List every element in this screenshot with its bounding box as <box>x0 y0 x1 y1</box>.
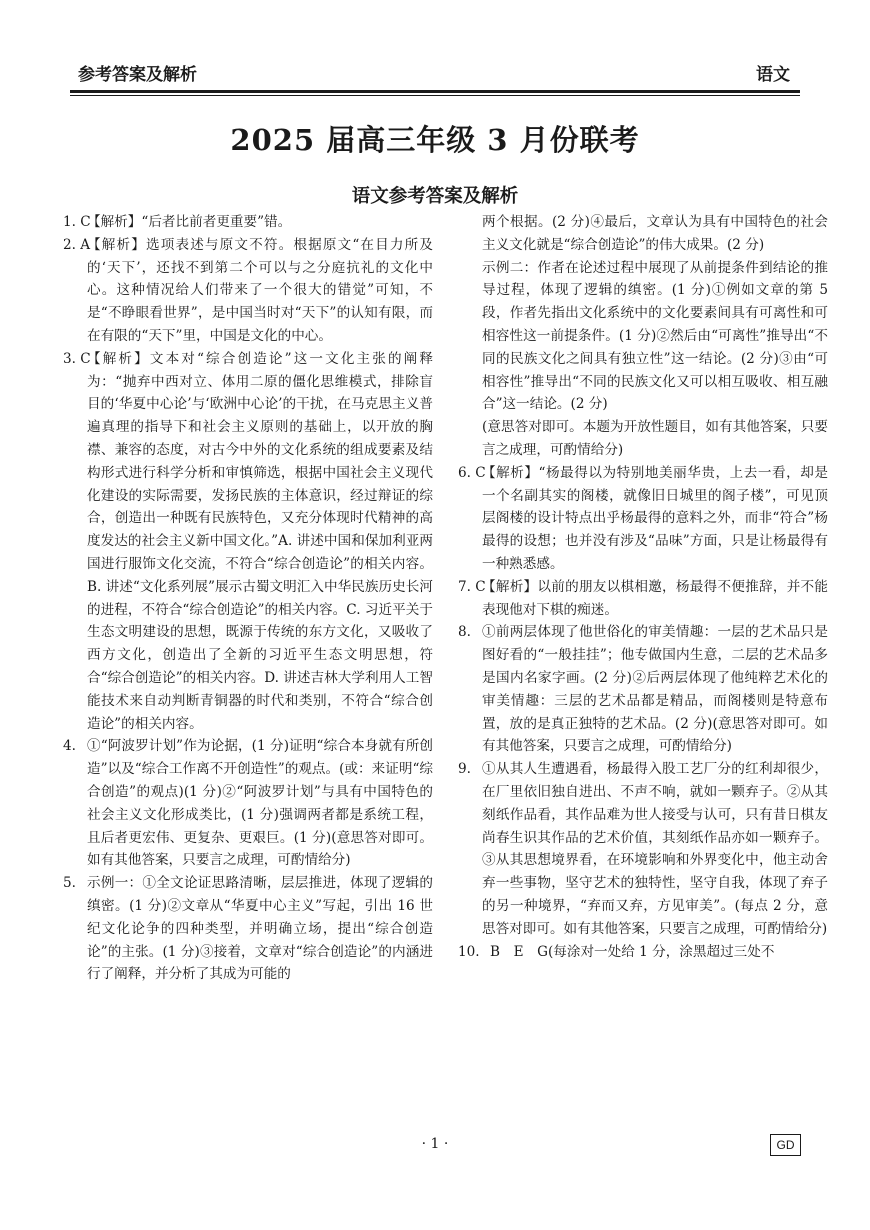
answer-item-2 <box>63 234 433 348</box>
answer-item-5-continued <box>458 211 828 462</box>
page-title: 2025 届高三年级 3 月份联考 <box>230 123 640 157</box>
answer-number: 6. C <box>458 464 486 481</box>
answer-number: 4. <box>63 738 76 755</box>
answer-number: 3. C <box>63 350 91 367</box>
answer-text: 【解析】以前的朋友以棋相邀，杨最得不便推辞，并不能表现他对下棋的痴迷。 <box>482 578 828 618</box>
header-subject-label: 语文 <box>756 65 790 85</box>
answer-text: ①从其人生遭遇看，杨最得入股工艺厂分的红利却很少，在厂里依旧独自进出、不声不响，就如一颗弃子。②从其刻纸作品看，其作品难为世人接受与认可，只有昔日棋友尚春生识其作品的艺术价值，其刻纸作品亦如一颗弃子。③从其思想境界看，在环境影响和外界变化中，他主动舍弃一些事物，坚守艺术的独特性，坚守自我，体现了弃子的另一种境界，“弃而又弃，方见审美”。(每点 2 分，意思答对即可。如有其他答案，只要言之成理，可酌情给分) <box>482 761 828 937</box>
answer-item-3 <box>63 348 433 736</box>
continuation-paragraph: 两个根据。(2 分)④最后，文章认为具有中国特色的社会主义文化就是“综合创造论”的伟大成果。(2 分) <box>482 214 828 253</box>
answer-number: 1. C <box>63 214 91 230</box>
answer-number: 10. <box>458 943 480 960</box>
answer-text: 示例一：①全文论证思路清晰，层层推进，体现了逻辑的缜密。(1 分)②文章从“华夏中心主义”写起，引出 16 世纪文化论争的四种类型，并明确立场，提出“综合创造论”的主张。(1 分)③接着，文章对“综合创造论”的内涵进行了阐释，并分析了其成为可能的 <box>87 875 433 983</box>
page-header <box>70 58 800 88</box>
page-subtitle: 语文参考答案及解析 <box>351 186 519 207</box>
answer-item-1 <box>63 211 433 234</box>
header-rule-thin <box>70 95 800 96</box>
answer-number: 2. A <box>63 236 91 253</box>
answer-text: 【解析】“后者比前者更重要”错。 <box>87 214 292 230</box>
answer-item-4 <box>63 735 433 872</box>
answer-number: 7. C <box>458 578 486 595</box>
answer-item-6 <box>458 462 828 576</box>
region-badge: GD <box>770 1134 801 1156</box>
answer-text: 【解析】文本对“综合创造论”这一文化主张的阐释为：“抛弃中西对立、体用二原的僵化思维模式，排除盲目的‘华夏中心论’与‘欧洲中心论’的干扰，在马克思主义普遍真理的指导下和社会主义原则的基础上，以开放的胸襟、兼容的态度，对古今中外的文化系统的组成要素及结构形式进行科学分析和审慎筛选，根据中国社会主义现代化建设的实际需要，发扬民族的主体意识，经过辩证的综合，创造出一种既有民族特色，又充分体现时代精神的高度发达的社会主义新中国文化。”A. 讲述中国和保加利亚两国进行服饰文化交流，不符合“综合创造论”的相关内容。B. 讲述“文化系列展”展示古蜀文明汇入中华民族历史长河的进程，不符合“综合创造论”的相关内容。C. 习近平关于生态文明建设的思想，既源于传统的东方文化，又吸收了西方文化，创造出了全新的习近平生态文明思想，符合“综合创造论”的相关内容。D. 讲述吉林大学利用人工智能技术来自动判断青铜器的时代和类别，不符合“综合创造论”的相关内容。 <box>87 350 433 732</box>
answer-item-10 <box>458 941 828 964</box>
answer-number: 5. <box>63 875 76 892</box>
answer-item-5 <box>63 872 433 986</box>
left-column <box>63 211 433 986</box>
answer-text: 【解析】选项表述与原文不符。根据原文“在目力所及的‘天下’，还找不到第二个可以与之分庭抗礼的文化中心。这种情况给人们带来了一个很大的错觉”可知，不是“不睁眼看世界”，是中国当时对“天下”的认知有限，而在有限的“天下”里，中国是文化的中心。 <box>87 236 433 344</box>
answer-item-7 <box>458 576 828 622</box>
answer-text: ①前两层体现了他世俗化的审美情趣：一层的艺术品只是图好看的“一般挂挂”；他专做国内生意，二层的艺术品多是国内名家字画。(2 分)②后两层体现了他纯粹艺术化的审美情趣：三层的艺术品都是精品，而阁楼则是特意布置，放的是真正独特的艺术品。(2 分)(意思答对即可。如有其他答案，只要言之成理，可酌情给分) <box>482 624 828 755</box>
continuation-paragraph: 示例二：作者在论述过程中展现了从前提条件到结论的推导过程，体现了逻辑的缜密。(1 分)①例如文章的第 5 段，作者先指出文化系统中的文化要素间具有可离性和可相容性这一前提条件。(1 分)②然后由“可离性”推导出“不同的民族文化之间具有独立性”这一结论。(2 分)③由“可相容性”推导出“不同的民族文化又可以相互吸收、相互融合”这一结论。(2 分) <box>482 259 828 413</box>
right-column <box>458 211 828 963</box>
answer-item-9 <box>458 758 828 940</box>
header-rule-thick <box>70 90 800 93</box>
answer-text: 【解析】“杨最得以为特别地美丽华贵，上去一看，却是一个名副其实的阁楼，就像旧日城里的阁子楼”，可见顶层阁楼的设计特点出乎杨最得的意料之外，而非“符合”杨最得的设想；也并没有涉及“品味”方面，只是让杨最得有一种熟悉感。 <box>482 464 828 572</box>
page-number: · 1 · <box>421 1136 449 1152</box>
answer-number: 8. <box>458 624 471 641</box>
answer-text: B E G(每涂对一处给 1 分，涂黑超过三处不 <box>490 943 775 960</box>
continuation-paragraph: (意思答对即可。本题为开放性题目，如有其他答案，只要言之成理，可酌情给分) <box>482 419 828 458</box>
header-left-label: 参考答案及解析 <box>78 65 197 85</box>
answer-text: ①“阿波罗计划”作为论据，(1 分)证明“综合本身就有所创造”以及“综合工作离不开创造性”的观点。(或：来证明“综合创造”的观点)(1 分)②“阿波罗计划”与具有中国特色的社会主义文化形成类比，(1 分)强调两者都是系统工程，且后者更宏伟、更复杂、更艰巨。(1 分)(意思答对即可。如有其他答案，只要言之成理，可酌情给分) <box>87 738 433 869</box>
answer-number: 9. <box>458 761 471 778</box>
answer-item-8 <box>458 621 828 758</box>
